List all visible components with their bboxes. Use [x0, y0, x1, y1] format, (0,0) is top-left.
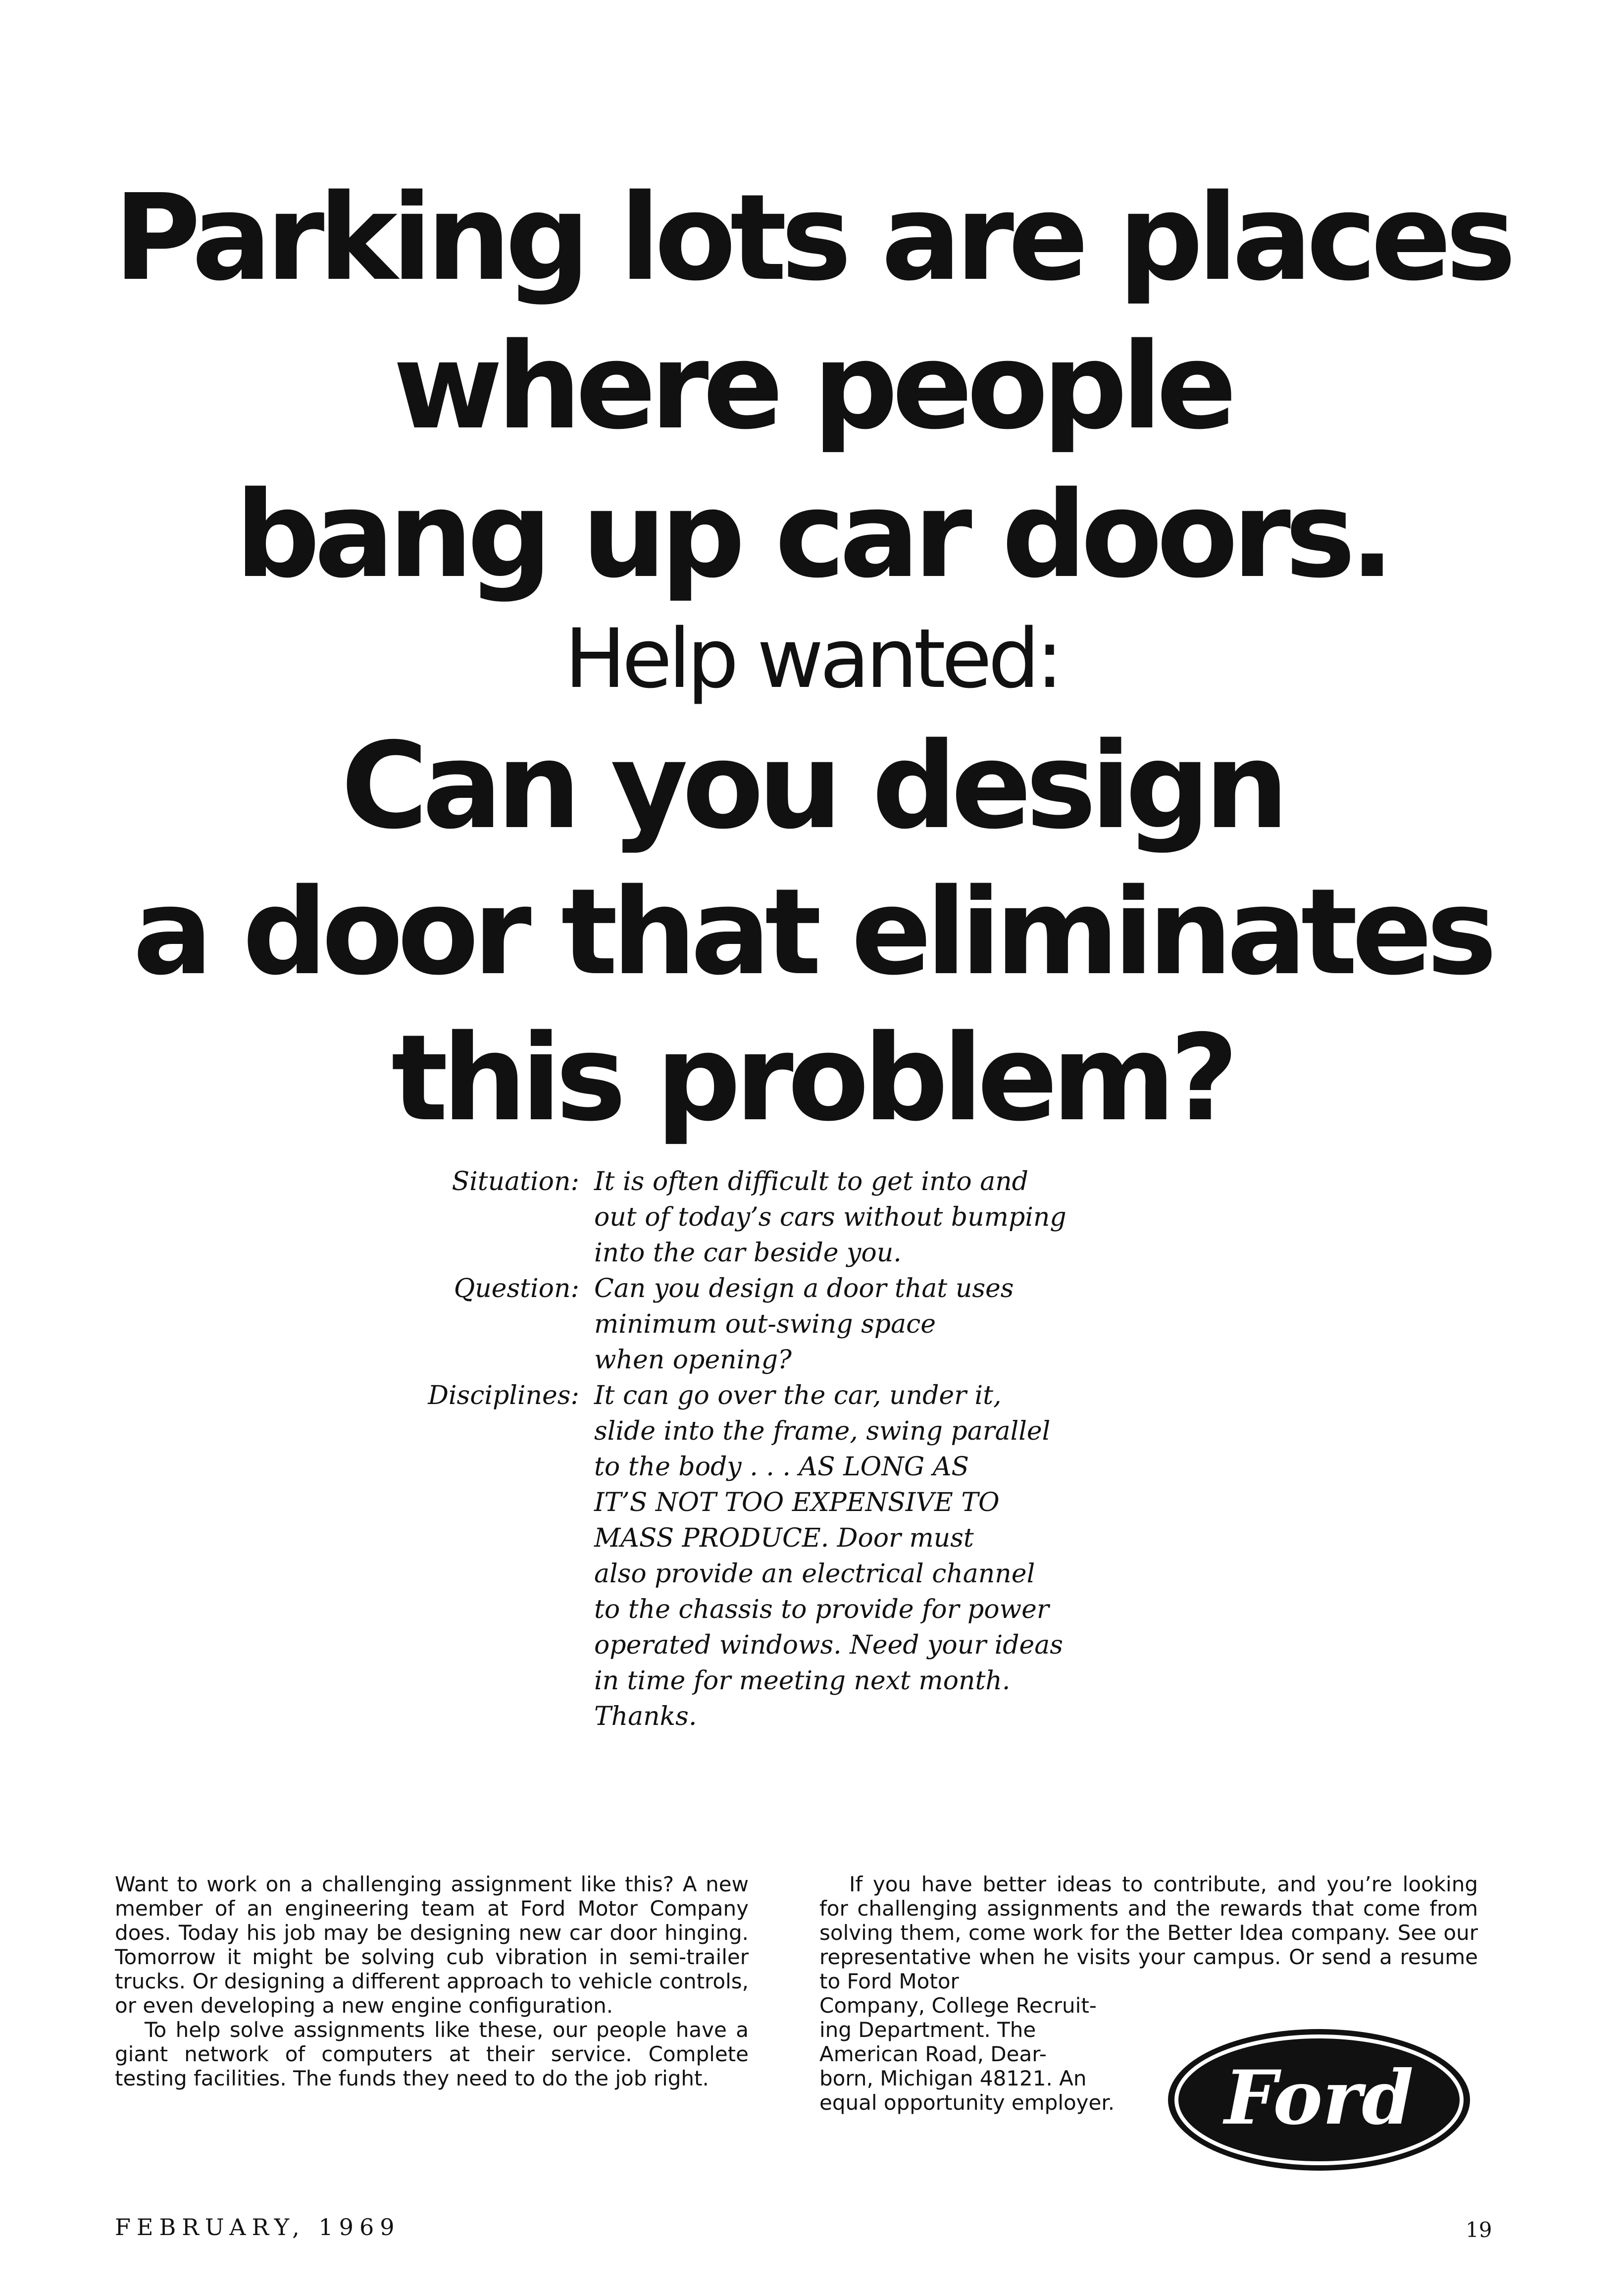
- subhead: Help wanted:: [564, 611, 1060, 706]
- memo-line: Thanks.: [594, 1702, 697, 1731]
- headline-line-2: where people: [393, 317, 1231, 456]
- memo-label: Disciplines:: [428, 1381, 579, 1410]
- memo-line: to the body . . . AS LONG AS: [594, 1452, 969, 1482]
- address-line: equal opportunity employer.: [819, 2090, 1115, 2115]
- address-line: born, Michigan 48121. An: [819, 2066, 1087, 2090]
- memo-line: MASS PRODUCE. Door must: [594, 1523, 974, 1553]
- memo-line: minimum out-swing space: [594, 1309, 936, 1339]
- headline-line-1: Parking lots are places: [113, 168, 1511, 307]
- headline-line-3: bang up car doors.: [235, 466, 1389, 604]
- memo-row-disciplines: [347, 1378, 1063, 1734]
- question-headline: [0, 713, 1624, 1151]
- ford-logo-text: Ford: [1224, 2054, 1414, 2141]
- memo-line: slide into the frame, swing parallel: [594, 1416, 1051, 1446]
- memo-line: It is often difficult to get into and: [594, 1167, 1028, 1197]
- memo-line: Can you design a door that uses: [594, 1274, 1014, 1303]
- address-line: American Road, Dear-: [819, 2042, 1047, 2066]
- memo-line: It can go over the car, under it,: [594, 1381, 1002, 1410]
- ford-oval-logo-icon: [1165, 2026, 1474, 2174]
- memo-label: Question:: [454, 1274, 579, 1303]
- address-line: Company, College Recruit-: [819, 1993, 1097, 2018]
- memo-line: to the chassis to provide for power: [594, 1595, 1049, 1624]
- memo-line: IT’S NOT TOO EXPENSIVE TO: [594, 1488, 1000, 1517]
- body-column-left: [115, 1872, 749, 2090]
- memo-line: into the car beside you.: [594, 1238, 902, 1268]
- memo-line: operated windows. Need your ideas: [594, 1630, 1063, 1660]
- memo-block: [347, 1164, 1066, 1734]
- body-paragraph: To help solve assignments like these, our people have a giant network of computers at their service. Complete testing facilities. The funds they need to do the job right.: [115, 2018, 749, 2090]
- page-number: 19: [1466, 2218, 1492, 2242]
- memo-line: in time for meeting next month.: [594, 1666, 1011, 1696]
- body-paragraph: If you have better ideas to contribute, and you’re looking for challenging assignments and the rewards that come from solving them, come work for the Better Idea company. See our representative when he visits your campus. Or send a resume to Ford Motor: [819, 1872, 1478, 1993]
- body-paragraph: Want to work on a challenging assignment like this? A new member of an engineering team at Ford Motor Company does. Today his job may be designing new car door hinging. Tomorrow it might be solving cub vibration in semi-trailer trucks. Or designing a different approach to vehicle controls, or even developing a new engine configuration.: [115, 1872, 749, 2018]
- memo-label: Situation:: [452, 1167, 579, 1197]
- memo-line: also provide an electrical channel: [594, 1559, 1035, 1589]
- footer-date: FEBRUARY, 1969: [115, 2214, 401, 2241]
- address-line: ing Department. The: [819, 2018, 1036, 2042]
- memo-line: out of today’s cars without bumping: [594, 1202, 1066, 1232]
- memo-text: [594, 1271, 1025, 1378]
- question-line-1: Can you design: [341, 717, 1283, 855]
- memo-row-situation: [347, 1164, 1066, 1271]
- memo-row-question: [347, 1271, 1040, 1378]
- question-line-2: a door that eliminates: [133, 863, 1491, 1001]
- memo-text: [594, 1378, 1063, 1734]
- question-line-3: this problem?: [391, 1009, 1233, 1147]
- headline: [0, 163, 1624, 609]
- memo-line: when opening?: [594, 1345, 792, 1375]
- memo-text: [594, 1164, 1066, 1271]
